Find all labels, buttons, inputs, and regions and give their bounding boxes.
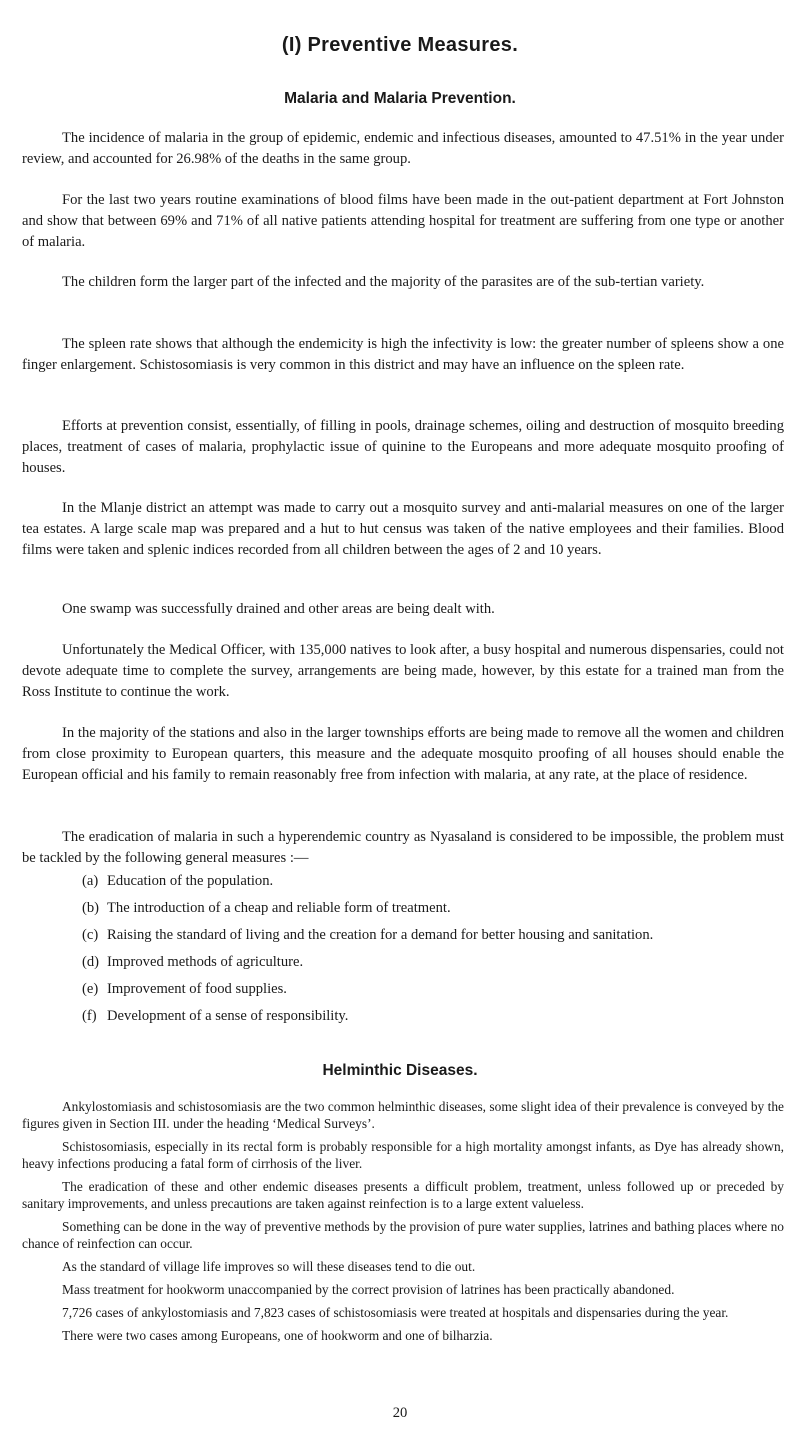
paragraph: The eradication of malaria in such a hyperendemic country as Nyasaland is considered to be impossible, the problem must be tackled by the following general measures :— [22,829,784,866]
list-item-marker: (f) [82,1008,97,1024]
paragraph: The spleen rate shows that although the endemicity is high the infectivity is low: the greater number of spleens show a one finger enlargement. Schistosomiasis is very common in this district and may have an influence on the spleen rate. [22,336,784,373]
paragraph: As the standard of village life improves so will these diseases tend to die out. [62,1259,476,1274]
paragraph: 7,726 cases of ankylostomiasis and 7,823 cases of schistosomiasis were treated at hospitals and dispensaries during the year. [62,1305,729,1320]
paragraph: There were two cases among Europeans, one of hookworm and one of bilharzia. [62,1328,493,1343]
paragraph: The children form the larger part of the infected and the majority of the parasites are of the sub-tertian variety. [62,274,705,290]
paragraph: Unfortunately the Medical Officer, with 135,000 natives to look after, a busy hospital and numerous dispensaries, could not devote adequate time to complete the survey, arrangements are being made, however, by this estate for a trained man from the Ross Institute to continue the work. [22,642,784,700]
paragraph: Mass treatment for hookworm unaccompanied by the correct provision of latrines has been practically abandoned. [62,1282,675,1297]
list-item-marker: (a) [82,873,99,889]
list-item-text: Development of a sense of responsibility. [107,1008,349,1024]
page-number: 20 [392,1405,408,1421]
list-item-text: Improvement of food supplies. [107,981,287,997]
helminthic-section-heading: Helminthic Diseases. [322,1062,478,1079]
list-item-text: Improved methods of agriculture. [107,954,304,970]
paragraph: Ankylostomiasis and schistosomiasis are the two common helminthic diseases, some slight idea of their prevalence is conveyed by the figures given in Section III. under the heading ‘Medical Surveys’. [22,1099,784,1131]
measures-list [82,871,784,1033]
paragraph: Schistosomiasis, especially in its rectal form is probably responsible for a high mortality amongst infants, as Dye has already shown, heavy infections producing a fatal form of cirrhosis of the liver. [22,1139,784,1171]
list-item [82,952,784,973]
paragraph: In the Mlanje district an attempt was made to carry out a mosquito survey and anti-malarial measures on one of the larger tea estates. A large scale map was prepared and a hut to hut census was taken of the native employees and their families. Blood films were taken and splenic indices recorded from all children between the ages of 2 and 10 years. [22,500,784,558]
list-item [82,925,784,946]
list-item-marker: (c) [82,927,99,943]
list-item [82,898,784,919]
malaria-section-heading: Malaria and Malaria Prevention. [284,90,516,107]
list-item [82,1006,784,1027]
paragraph: One swamp was successfully drained and other areas are being dealt with. [62,601,495,617]
paragraph: The eradication of these and other endemic diseases presents a difficult problem, treatment, unless followed up or preceded by sanitary improvements, and unless precautions are taken against reinfection is to a large extent valueless. [22,1179,784,1211]
list-item-marker: (e) [82,981,99,997]
list-item [82,979,784,1000]
paragraph: Something can be done in the way of preventive methods by the provision of pure water supplies, latrines and bathing places where no chance of reinfection can occur. [22,1219,784,1251]
paragraph: In the majority of the stations and also in the larger townships efforts are being made to remove all the women and children from close proximity to European quarters, this measure and the adequate mosquito proofing of all houses should enable the European official and his family to remain reasonably free from infection with malaria, at any rate, at the place of residence. [22,725,784,783]
list-item-text: Raising the standard of living and the creation for a demand for better housing and sanitation. [107,927,654,943]
paragraph: Efforts at prevention consist, essentially, of filling in pools, drainage schemes, oiling and destruction of mosquito breeding places, treatment of cases of malaria, prophylactic issue of quinine to the Europeans and more adequate mosquito proofing of houses. [22,418,784,476]
list-item-marker: (b) [82,900,100,916]
list-item-text: Education of the population. [107,873,274,889]
page-title: (I) Preventive Measures. [281,34,519,56]
list-item [82,871,784,892]
list-item-text: The introduction of a cheap and reliable form of treatment. [107,900,451,916]
paragraph: The incidence of malaria in the group of epidemic, endemic and infectious diseases, amounted to 47.51% in the year under review, and accounted for 26.98% of the deaths in the same group. [22,130,784,167]
list-item-marker: (d) [82,954,100,970]
paragraph: For the last two years routine examinations of blood films have been made in the out-patient department at Fort Johnston and show that between 69% and 71% of all native patients attending hospital for treatment are suffering from one type or another of malaria. [22,192,784,250]
